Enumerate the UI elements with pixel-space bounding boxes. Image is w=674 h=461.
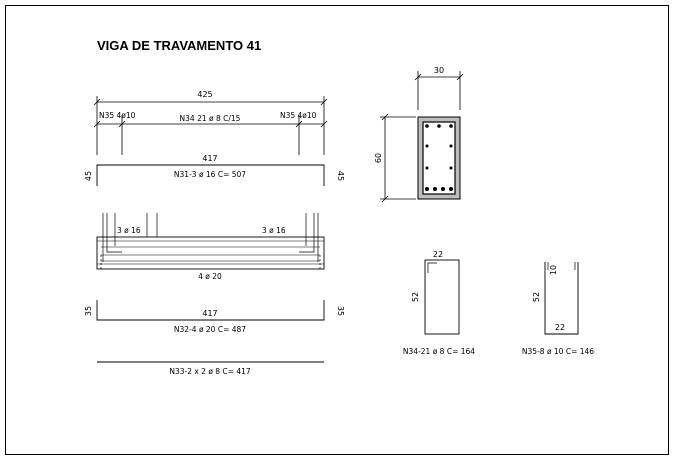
beam-longitudinal-view xyxy=(97,213,324,269)
cross-section xyxy=(380,71,463,202)
n32-length-label: 417 xyxy=(202,309,218,318)
n32-left-hook-label: 35 xyxy=(84,305,93,317)
left-top-bars-label: 3 ø 16 xyxy=(117,226,141,235)
right-top-bars-label: 3 ø 16 xyxy=(262,226,286,235)
n34-label: N34-21 ø 8 C= 164 xyxy=(402,347,476,356)
n32-right-hook-label: 35 xyxy=(336,305,345,317)
overall-length-label: 425 xyxy=(197,90,213,99)
n31-length-label: 417 xyxy=(202,154,218,163)
right-stirrup-zone-label: N35 4ø10 xyxy=(280,111,317,120)
left-stirrup-zone-label: N35 4ø10 xyxy=(99,111,136,120)
n34-height-label: 52 xyxy=(411,291,420,303)
n31-left-hook-label: 45 xyxy=(84,170,93,182)
stirrup-n34 xyxy=(425,260,459,334)
sheet-border xyxy=(6,6,669,455)
n35-label: N35-8 ø 10 C= 146 xyxy=(521,347,595,356)
n35-hook-label: 10 xyxy=(549,264,558,276)
n35-height-label: 52 xyxy=(532,291,541,303)
n34-width-label: 22 xyxy=(432,250,444,259)
section-height-label: 60 xyxy=(374,152,383,164)
section-width-label: 30 xyxy=(433,66,445,75)
n35-width-label: 22 xyxy=(554,323,566,332)
n32-label: N32-4 ø 20 C= 487 xyxy=(173,325,247,334)
bottom-bars-label: 4 ø 20 xyxy=(198,272,222,281)
stirrup-spec-label: N34 21 ø 8 C/15 xyxy=(179,114,241,123)
n31-label: N31-3 ø 16 C= 507 xyxy=(173,170,247,179)
n33-label: N33-2 x 2 ø 8 C= 417 xyxy=(169,367,251,376)
beam-elevation xyxy=(94,96,327,155)
n31-right-hook-label: 45 xyxy=(336,170,345,182)
drawing-title: VIGA DE TRAVAMENTO 41 xyxy=(97,38,262,53)
